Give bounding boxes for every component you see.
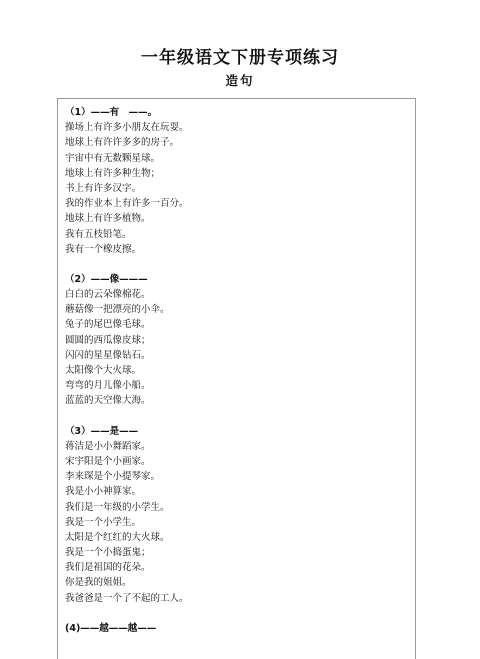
- example-sentence: 弯弯的月儿像小船。: [65, 380, 151, 392]
- example-sentence: 兔子的尾巴像毛球。: [65, 319, 151, 331]
- example-sentence: 我是小小神算家。: [65, 486, 142, 498]
- example-sentence: 我有一个橡皮擦。: [65, 243, 142, 255]
- page-subtitle: 造句: [225, 73, 255, 88]
- example-sentence: 我有五枝铅笔。: [65, 228, 132, 240]
- section-heading: (4)——越——越——: [65, 622, 157, 634]
- page-title: 一年级语文下册专项练习: [141, 48, 339, 68]
- exercise-section: [65, 105, 410, 257]
- example-sentence: 操场上有许多小朋友在玩耍。: [65, 122, 189, 134]
- example-sentence: 你是我的姐姐。: [65, 577, 132, 589]
- exercise-frame: [57, 98, 416, 659]
- section-heading: （3）——是——: [65, 425, 139, 437]
- exercise-section: [65, 272, 410, 409]
- section-heading: （2）——像———: [65, 273, 148, 285]
- example-sentence: 蒋洁是小小舞蹈家。: [65, 440, 151, 452]
- example-sentence: 闪闪的星星像钻石。: [65, 349, 151, 361]
- example-sentence: 我是一个小学生。: [65, 516, 142, 528]
- example-sentence: 李来琛是个小提琴家。: [65, 471, 161, 483]
- example-sentence: 书上有许多汉字。: [65, 182, 142, 194]
- example-sentence: 地球上有许多种生物；: [65, 167, 161, 179]
- exercise-content: [65, 105, 410, 651]
- example-sentence: 我们是一年级的小学生。: [65, 501, 170, 513]
- example-sentence: 太阳是个红红的大火球。: [65, 531, 170, 543]
- example-sentence: 我是一个小捣蛋鬼；: [65, 547, 151, 559]
- example-sentence: 蓝蓝的天空像大海。: [65, 395, 151, 407]
- example-sentence: 蘑菇像一把漂亮的小伞。: [65, 304, 170, 316]
- example-sentence: 我爸爸是一个了不起的工人。: [65, 592, 189, 604]
- example-sentence: 宋宇阳是个小画家。: [65, 455, 151, 467]
- example-sentence: 圆圆的西瓜像皮球；: [65, 334, 151, 346]
- example-sentence: 地球上有许多植物。: [65, 213, 151, 225]
- example-sentence: 我们是祖国的花朵。: [65, 562, 151, 574]
- example-sentence: 白白的云朵像棉花。: [65, 289, 151, 301]
- example-sentence: 我的作业本上有许多一百分。: [65, 198, 189, 210]
- exercise-section: [65, 621, 410, 636]
- example-sentence: 太阳像个大火球。: [65, 365, 142, 376]
- exercise-section: [65, 424, 410, 606]
- section-heading: （1）——有 ——。: [65, 107, 158, 118]
- example-sentence: 宇宙中有无数颗星球。: [65, 152, 161, 164]
- example-sentence: 地球上有许许多多的房子。: [65, 137, 180, 149]
